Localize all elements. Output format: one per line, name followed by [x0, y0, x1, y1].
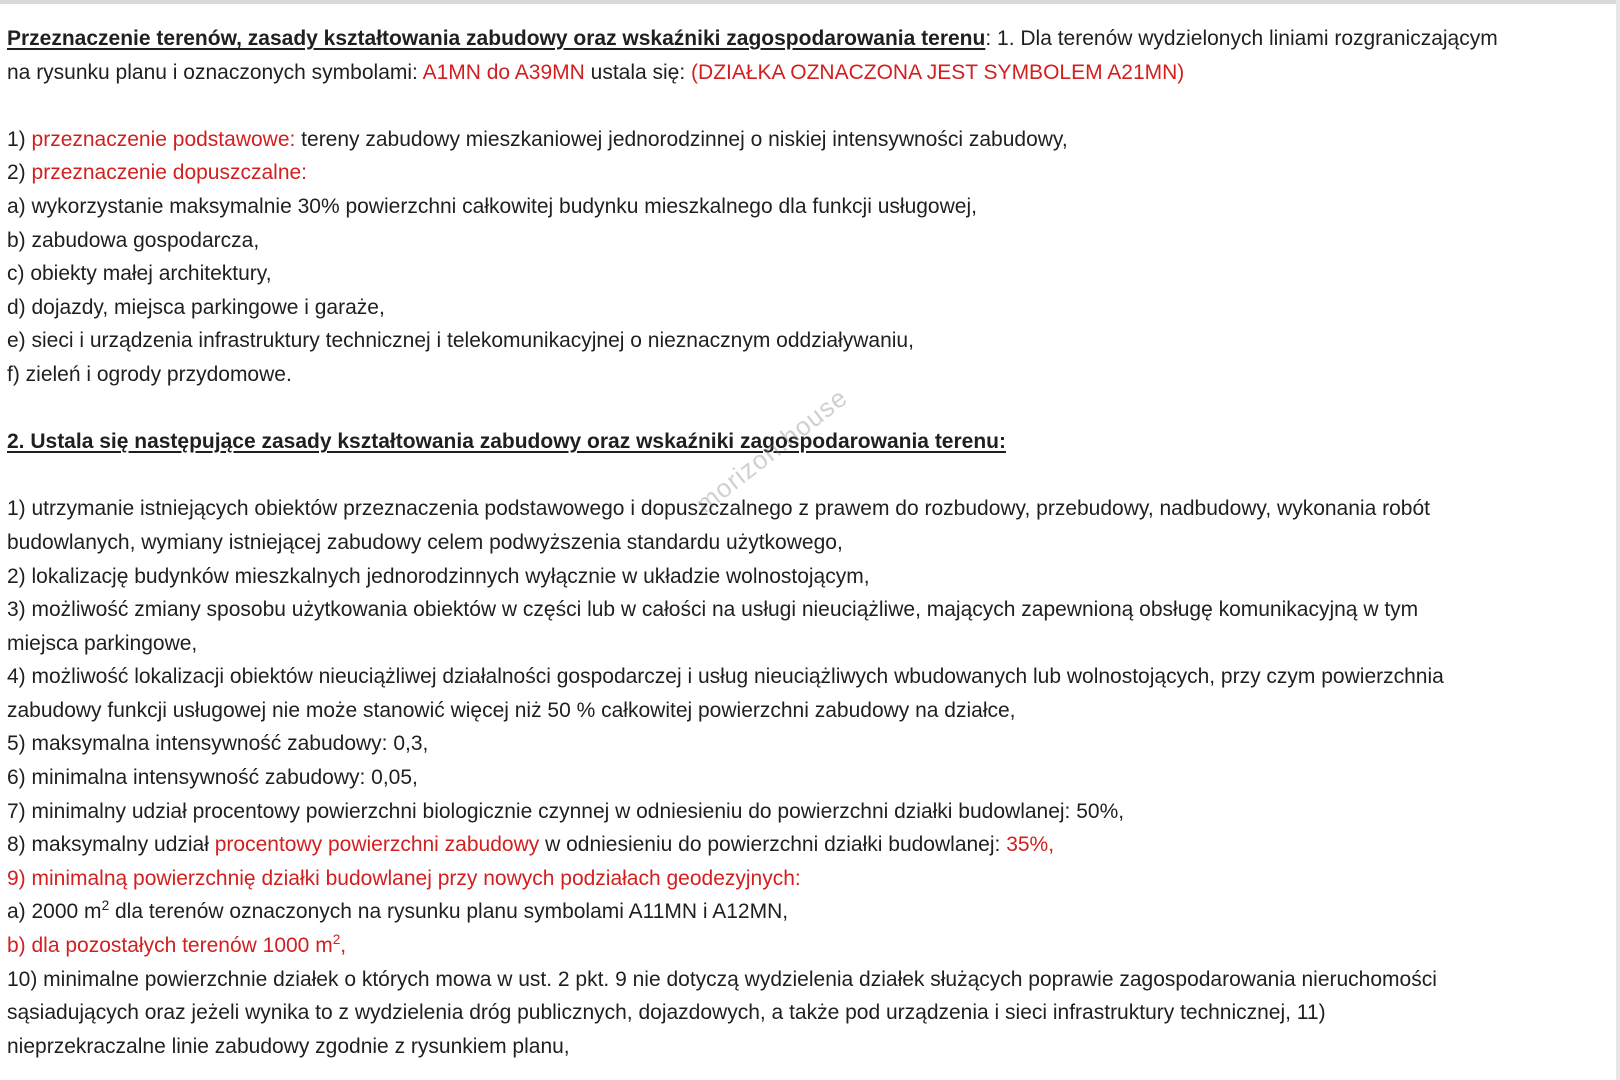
- primary-use-label: przeznaczenie podstawowe:: [31, 127, 296, 151]
- rule-8-highlight: procentowy powierzchni zabudowy: [214, 833, 540, 857]
- primary-use-text: tereny zabudowy mieszkaniowej jednorodzinnej o niskiej intensywności zabudowy,: [295, 127, 1068, 151]
- rule-2: 2) lokalizację budynków mieszkalnych jednorodzinnych wyłącznie w układzie wolnostojącym,: [7, 564, 870, 588]
- paragraph-intro-line-1: [7, 22, 1607, 56]
- rule-9a-text-b: dla terenów oznaczonych na rysunku planu symbolami A11MN i A12MN,: [109, 900, 789, 924]
- rule-11: nieprzekraczalne linie zabudowy zgodnie z rysunkiem planu,: [7, 1034, 570, 1058]
- rule-8: [7, 828, 1607, 862]
- rule-9: 9) minimalną powierzchnię działki budowlanej przy nowych podziałach geodezyjnych:: [7, 866, 801, 890]
- rule-7: 7) minimalny udział procentowy powierzchni biologicznie czynnej w odniesieniu do powierzchni działki budowlanej: 50%,: [7, 799, 1125, 823]
- item-primary-use: [7, 123, 1607, 157]
- rule-8-text-a: 8) maksymalny udział: [7, 833, 215, 857]
- superscript: 2: [101, 898, 110, 914]
- rule-9b-text-b: ,: [340, 934, 347, 958]
- list-item-b: b) zabudowa gospodarcza,: [7, 228, 260, 252]
- section-heading-2: 2. Ustala się następujące zasady kształtowania zabudowy oraz wskaźniki zagospodarowania terenu:: [7, 430, 1006, 454]
- symbol-range: A1MN do A39MN: [422, 60, 585, 84]
- spacer: [7, 89, 1607, 123]
- rule-10-line-2: sąsiadujących oraz jeżeli wynika to z wydzielenia dróg publicznych, dojazdowych, a także pod urządzenia i sieci infrastruktury technicznej, 11): [7, 1001, 1326, 1025]
- rule-9-item-b: [7, 929, 1607, 963]
- document-body: [7, 22, 1607, 1063]
- list-item-d: d) dojazdy, miejsca parkingowe i garaże,: [7, 295, 385, 319]
- rule-4-line-1: 4) możliwość lokalizacji obiektów nieuciążliwej działalności gospodarczej i usług nieuciążliwych wbudowanych lub wolnostojących, przy czym powierzchnia: [7, 665, 1444, 689]
- top-border: [0, 0, 1620, 4]
- rule-6: 6) minimalna intensywność zabudowy: 0,05,: [7, 766, 418, 790]
- rule-8-text-c: w odniesieniu do powierzchni działki budowlanej:: [539, 833, 1007, 857]
- allowed-use-label: przeznaczenie dopuszczalne:: [31, 161, 308, 185]
- rule-1-line-1: 1) utrzymanie istniejących obiektów przeznaczenia podstawowego i dopuszczalnego z prawem do rozbudowy, przebudowy, nadbudowy, wykonania robót: [7, 497, 1430, 521]
- intro-text: : 1. Dla terenów wydzielonych liniami rozgraniczającym: [985, 27, 1498, 50]
- spacer: [7, 392, 1607, 426]
- item-number: 2): [7, 161, 32, 185]
- section-heading-2-row: [7, 425, 1607, 459]
- rule-10-line-1: 10) minimalne powierzchnie działek o których mowa w ust. 2 pkt. 9 nie dotyczą wydzielenia działek służących poprawie zagospodarowania nieruchomości: [7, 967, 1437, 991]
- rule-3-line-1: 3) możliwość zmiany sposobu użytkowania obiektów w części lub w całości na usługi nieuciążliwe, mających zapewnioną obsługę komunikacyjną w tym: [7, 598, 1419, 622]
- rule-8-value: 35%,: [1006, 833, 1055, 857]
- paragraph-intro-line-2: [7, 56, 1607, 90]
- superscript: 2: [332, 932, 341, 948]
- parcel-symbol-note: (DZIAŁKA OZNACZONA JEST SYMBOLEM A21MN): [691, 60, 1185, 84]
- right-border: [1616, 0, 1620, 1080]
- section-heading-1: Przeznaczenie terenów, zasady kształtowania zabudowy oraz wskaźniki zagospodarowania terenu: [7, 27, 986, 50]
- item-number: 1): [7, 127, 32, 151]
- list-item-a: a) wykorzystanie maksymalnie 30% powierzchni całkowitej budynku mieszkalnego dla funkcji usługowej,: [7, 194, 977, 218]
- rule-9-item-a: [7, 895, 1607, 929]
- watermark-text: morizon.house: [690, 381, 854, 519]
- list-item-c: c) obiekty małej architektury,: [7, 262, 272, 286]
- list-item-f: f) zieleń i ogrody przydomowe.: [7, 362, 292, 386]
- intro-text-c: ustala się:: [584, 60, 692, 84]
- item-allowed-use: [7, 156, 1607, 190]
- rule-3-line-2: miejsca parkingowe,: [7, 631, 198, 655]
- rule-9a-text-a: a) 2000 m: [7, 900, 102, 924]
- rule-4-line-2: zabudowy funkcji usługowej nie może stanowić więcej niż 50 % całkowitej powierzchni zabudowy na działce,: [7, 698, 1016, 722]
- rule-5: 5) maksymalna intensywność zabudowy: 0,3,: [7, 732, 429, 756]
- intro-text-a: na rysunku planu i oznaczonych symbolami:: [7, 60, 423, 84]
- rule-9b-text-a: b) dla pozostałych terenów 1000 m: [7, 934, 333, 958]
- rule-1-line-2: budowlanych, wymiany istniejącej zabudowy celem podwyższenia standardu użytkowego,: [7, 530, 843, 554]
- spacer: [7, 459, 1607, 493]
- list-item-e: e) sieci i urządzenia infrastruktury technicznej i telekomunikacyjnej o nieznacznym oddziaływaniu,: [7, 329, 914, 353]
